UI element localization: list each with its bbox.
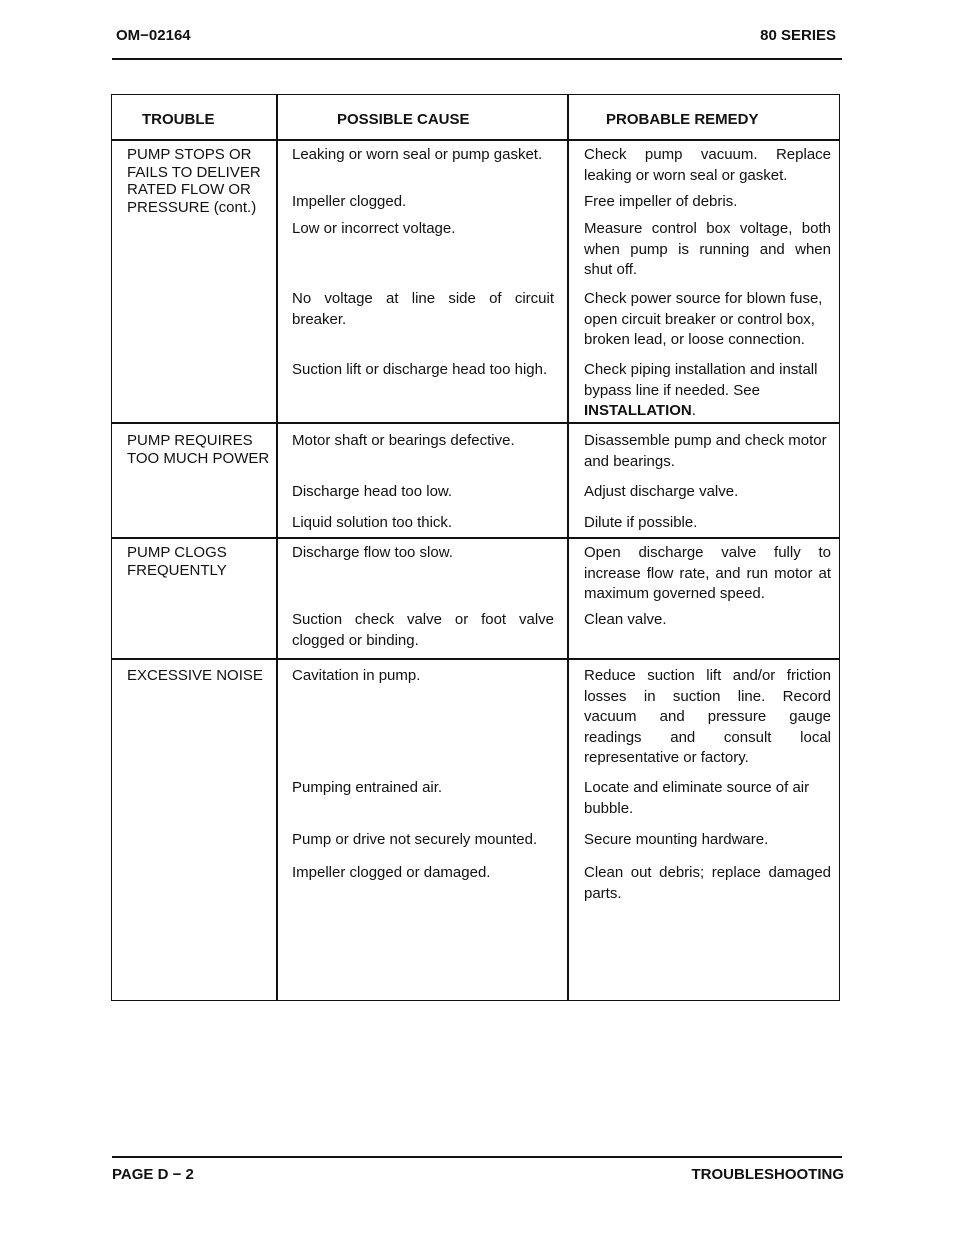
remedy-text: Check piping installation and install bypass line if needed. See	[584, 361, 818, 399]
remedy-cell: Dilute if possible.	[584, 514, 698, 531]
cause-cell: No voltage at line side of circuit breaker.	[292, 290, 554, 328]
cause-cell: Impeller clogged or damaged.	[292, 864, 491, 881]
page-number: PAGE D − 2	[112, 1166, 194, 1183]
remedy-cell: Adjust discharge valve.	[584, 483, 739, 500]
document-code: OM−02164	[116, 27, 191, 44]
column-divider	[567, 95, 569, 1000]
cause-cell: Pumping entrained air.	[292, 779, 443, 796]
remedy-cell: Secure mounting hardware.	[584, 831, 769, 848]
section-title: TROUBLESHOOTING	[691, 1166, 844, 1183]
cause-cell: Discharge head too low.	[292, 483, 453, 500]
remedy-cell	[584, 360, 831, 422]
remedy-cell: Clean valve.	[584, 611, 667, 628]
cause-cell: Liquid solution too thick.	[292, 514, 453, 531]
row-divider	[112, 537, 839, 539]
cause-cell: Impeller clogged.	[292, 193, 407, 210]
troubleshooting-table	[111, 94, 840, 1001]
column-header-cause: POSSIBLE CAUSE	[337, 111, 470, 128]
header-rule	[112, 58, 842, 60]
remedy-cell: Locate and eliminate source of air bubble.	[584, 779, 810, 817]
remedy-cell: Free impeller of debris.	[584, 193, 738, 210]
header-row-divider	[112, 139, 839, 141]
trouble-cell: EXCESSIVE NOISE	[127, 667, 263, 684]
row-divider	[112, 658, 839, 660]
trouble-cell: PUMP CLOGS FREQUENTLY	[127, 544, 227, 579]
cause-cell: Pump or drive not securely mounted.	[292, 831, 538, 848]
trouble-cell: PUMP REQUIRES TOO MUCH POWER	[127, 432, 270, 467]
remedy-cell: Measure control box voltage, both when pump is running and when shut off.	[584, 220, 831, 278]
remedy-cell: Check power source for blown fuse, open circuit breaker or control box, broken lead, or loose connection.	[584, 290, 823, 348]
remedy-cell: Open discharge valve fully to increase flow rate, and run motor at maximum governed speed.	[584, 544, 831, 602]
cause-cell: Leaking or worn seal or pump gasket.	[292, 146, 543, 163]
column-header-trouble: TROUBLE	[142, 111, 215, 128]
remedy-cell: Disassemble pump and check motor and bearings.	[584, 432, 827, 470]
footer-rule	[112, 1156, 842, 1158]
remedy-cell: Clean out debris; replace damaged parts.	[584, 864, 831, 902]
cause-cell: Discharge flow too slow.	[292, 544, 453, 561]
section-reference: INSTALLATION	[584, 402, 692, 419]
cause-cell: Cavitation in pump.	[292, 667, 421, 684]
column-divider	[276, 95, 278, 1000]
row-divider	[112, 422, 839, 424]
cause-cell: Low or incorrect voltage.	[292, 220, 456, 237]
remedy-cell: Reduce suction lift and/or friction losses in suction line. Record vacuum and pressure gauge readings and consult local representative or factory.	[584, 667, 831, 766]
remedy-cell: Check pump vacuum. Replace leaking or worn seal or gasket.	[584, 146, 831, 184]
series-label: 80 SERIES	[760, 27, 836, 44]
cause-cell: Motor shaft or bearings defective.	[292, 432, 515, 449]
remedy-text: .	[691, 402, 696, 419]
cause-cell: Suction lift or discharge head too high.	[292, 361, 548, 378]
column-header-remedy: PROBABLE REMEDY	[606, 111, 759, 128]
cause-cell: Suction check valve or foot valve clogged or binding.	[292, 611, 554, 649]
trouble-cell: PUMP STOPS OR FAILS TO DELIVER RATED FLOW OR PRESSURE (cont.)	[127, 146, 261, 216]
